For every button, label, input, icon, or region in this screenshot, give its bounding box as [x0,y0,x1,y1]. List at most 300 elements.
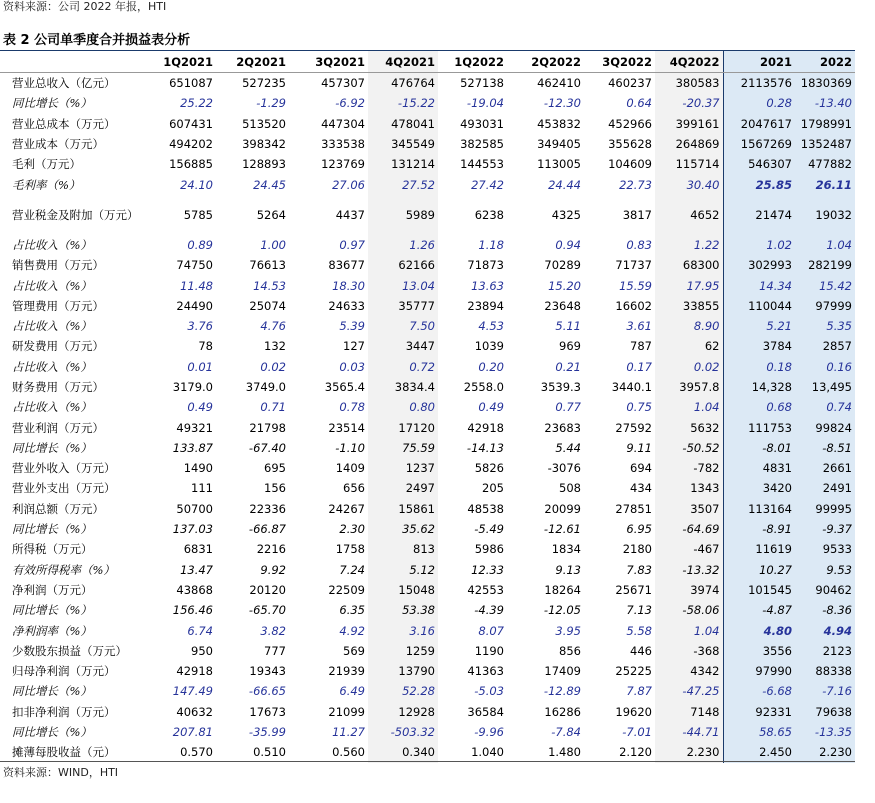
row-label: 占比收入（%） [12,278,92,293]
table-cell: 131214 [368,154,438,174]
table-cell: 75.59 [368,438,438,458]
table-cell: 71737 [615,258,652,273]
table-cell: 18.30 [332,278,365,293]
table-cell: 13.04 [368,275,438,295]
row-label: 利润总额（万元） [12,501,104,516]
table-cell: 71873 [467,258,504,273]
table-cell: 813 [368,539,438,559]
table-cell: 52.28 [368,681,438,701]
table-cell: 99824 [795,417,855,437]
table-cell: 11.27 [332,725,365,740]
row-label: 财务费用（万元） [12,380,104,394]
table-cell: 42553 [467,582,504,597]
table-cell: 19343 [249,664,286,679]
table-row [0,539,855,559]
table-cell: 16286 [544,704,581,719]
table-row [0,296,855,316]
table-cell: 1.02 [723,235,795,255]
table-cell: 0.510 [253,745,286,760]
table-cell: 6.49 [339,684,365,699]
table-cell: 156.46 [172,603,213,618]
table-cell: 1.04 [655,397,723,417]
table-cell: 5986 [474,542,504,557]
table-cell: 21939 [328,664,365,679]
table-cell: 457307 [321,76,365,91]
table-cell: 333538 [321,137,365,152]
row-label: 营业税金及附加（万元） [12,207,139,222]
table-cell: 3447 [368,336,438,356]
table-cell: 12.33 [471,562,504,577]
table-cell: 2216 [256,542,286,557]
table-cell: 1.040 [471,745,504,760]
row-label: 毛利（万元） [12,157,81,172]
table-cell: 14,328 [723,377,795,397]
table-cell: 527235 [242,76,286,91]
table-cell: 24.10 [180,177,213,192]
table-cell: 0.78 [339,400,365,415]
table-cell: 651087 [169,76,213,91]
table-cell: 1.480 [548,745,581,760]
table-cell: 460237 [608,76,652,91]
table-cell: 115714 [655,154,723,174]
table-cell: 1352487 [795,134,855,154]
table-cell: 205 [482,481,504,496]
table-row [0,742,855,762]
table-cell: -4.39 [474,603,504,618]
table-cell: 476764 [368,73,438,94]
table-cell: -9.96 [474,725,504,740]
table-cell: 1490 [183,461,213,476]
table-cell: 2047617 [723,114,795,134]
table-cell: -12.05 [543,603,581,618]
table-cell: 68300 [655,255,723,275]
row-label: 毛利率（%） [12,177,81,192]
table-cell: -467 [655,539,723,559]
table-cell: 22509 [328,582,365,597]
header-cell [0,51,152,73]
table-cell: 48538 [467,501,504,516]
table-cell: 25.85 [723,174,795,194]
table-cell: 3957.8 [655,377,723,397]
table-cell: 7.24 [339,562,365,577]
table-cell: 110044 [723,296,795,316]
table-cell: 70289 [544,258,581,273]
header-row [0,51,855,73]
table-cell: 0.83 [626,237,652,252]
table-cell: -58.06 [655,600,723,620]
table-cell: 42918 [176,664,213,679]
table-cell: 53.38 [368,600,438,620]
table-cell: 1.04 [795,235,855,255]
table-cell: 25.22 [180,96,213,111]
table-cell: -67.40 [248,440,286,455]
table-cell: 0.18 [723,357,795,377]
header-cell: 2Q2021 [216,51,289,73]
table-cell: 133.87 [172,440,213,455]
table-cell: 6.95 [626,522,652,537]
table-cell: 128893 [242,157,286,172]
table-cell: 5.11 [555,319,581,334]
row-label: 所得税（万元） [12,542,93,557]
table-cell: 40632 [176,704,213,719]
table-cell: 13.63 [471,278,504,293]
table-row [0,275,855,295]
table-cell: 3.76 [187,319,213,334]
table-row [0,519,855,539]
table-cell: 20120 [249,582,286,597]
table-cell: 62166 [368,255,438,275]
table-cell: 0.28 [723,93,795,113]
row-label: 管理费用（万元） [12,298,104,313]
table-cell: 35.62 [368,519,438,539]
table-cell: 2497 [368,478,438,498]
table-cell: 9533 [795,539,855,559]
table-cell: 5826 [474,461,504,476]
table-cell: 10.27 [723,560,795,580]
table-cell: 950 [191,643,213,658]
table-cell: -19.04 [466,96,504,111]
table-cell: 508 [559,481,581,496]
row-label: 同比增长（%） [12,603,92,618]
row-label: 销售费用（万元） [12,258,104,273]
table-cell: 1.00 [260,237,286,252]
table-cell: 17673 [249,704,286,719]
table-cell: 4.80 [723,620,795,640]
table-row [0,114,855,134]
table-cell: -14.13 [466,440,504,455]
table-cell: 11619 [723,539,795,559]
table-cell: 6.35 [339,603,365,618]
table-cell: 3179.0 [172,380,213,394]
table-cell: -7.84 [551,725,581,740]
table-cell: 12928 [368,702,438,722]
table-cell: -13.32 [655,560,723,580]
table-cell: 3556 [723,641,795,661]
table-cell: 1237 [368,458,438,478]
row-label: 归母净利润（万元） [12,664,116,679]
table-cell: 1.18 [478,237,504,252]
table-cell: 3420 [723,478,795,498]
table-cell: -1.29 [256,96,286,111]
table-cell: 111 [191,481,213,496]
table-row [0,600,855,620]
table-cell: 2491 [795,478,855,498]
row-label: 营业外收入（万元） [12,461,116,476]
table-cell: 7.87 [626,684,652,699]
table-cell: 13.47 [180,562,213,577]
table-cell: 380583 [655,73,723,94]
table-cell: 22336 [249,501,286,516]
table-row [0,641,855,661]
row-label: 同比增长（%） [12,725,92,740]
table-cell: 123769 [321,157,365,172]
table-cell: -1.10 [335,440,365,455]
table-cell: 2661 [795,458,855,478]
table-row [0,174,855,194]
table-cell: -44.71 [655,722,723,742]
table-cell: 43868 [176,582,213,597]
table-cell: 3.82 [260,623,286,638]
table-cell: 3440.1 [611,380,652,394]
table-cell: 0.80 [368,397,438,417]
table-cell: 447304 [321,116,365,131]
table-cell: 127 [343,339,365,354]
table-cell: 0.17 [626,359,652,374]
table-row [0,458,855,478]
table-cell: 5264 [256,207,286,222]
header-cell: 3Q2021 [289,51,368,73]
table-row [0,73,855,94]
table-cell: -66.65 [248,684,286,699]
table-cell: 0.02 [260,359,286,374]
table-cell: 398342 [242,137,286,152]
row-label: 同比增长（%） [12,684,92,699]
table-cell: 2.230 [795,742,855,762]
table-cell: 513520 [242,116,286,131]
table-cell: 21099 [328,704,365,719]
table-cell: -13.40 [795,93,855,113]
table-cell: 4.53 [478,319,504,334]
table-cell: -66.87 [248,522,286,537]
table-cell: 144553 [460,157,504,172]
table-cell: 13790 [368,661,438,681]
table-cell: 0.20 [478,359,504,374]
table-cell: -6.68 [723,681,795,701]
table-cell: 2123 [795,641,855,661]
table-cell: 25074 [249,298,286,313]
header-cell: 3Q2022 [584,51,655,73]
table-cell: 5785 [183,207,213,222]
table-cell: 30.40 [655,174,723,194]
table-cell: 4325 [551,207,581,222]
table-cell: 15.20 [548,278,581,293]
table-cell: 7.50 [368,316,438,336]
row-label: 占比收入（%） [12,359,92,374]
table-cell: 111753 [723,417,795,437]
table-cell: 0.03 [339,359,365,374]
table-cell: -6.92 [335,96,365,111]
table-cell: 83677 [328,258,365,273]
table-cell: -9.37 [795,519,855,539]
table-cell: 50700 [176,501,213,516]
table-cell: 11.48 [180,278,213,293]
bottom-divider [0,761,855,762]
table-row [0,255,855,275]
table-cell: 569 [343,643,365,658]
table-cell: 6238 [474,207,504,222]
table-cell: 3539.3 [540,380,581,394]
table-row [0,702,855,722]
table-cell: -47.25 [655,681,723,701]
table-cell: 17.95 [655,275,723,295]
table-cell: 777 [264,643,286,658]
table-cell: -8.01 [723,438,795,458]
table-cell: -65.70 [248,603,286,618]
table-cell: 7.13 [626,603,652,618]
table-cell: 3974 [655,580,723,600]
table-cell: 0.77 [555,400,581,415]
table-cell: 17409 [544,664,581,679]
table-cell: 99995 [795,499,855,519]
table-cell: -8.91 [723,519,795,539]
table-cell: 2.450 [723,742,795,762]
table-cell: 527138 [460,76,504,91]
table-cell: 3834.4 [368,377,438,397]
table-cell: 137.03 [172,522,213,537]
row-label: 净利润（万元） [12,582,93,597]
table-cell: 4.92 [339,623,365,638]
header-cell: 2022 [795,51,855,73]
table-cell: 23514 [328,420,365,435]
table-cell: 15048 [368,580,438,600]
table-cell: 2.120 [619,745,652,760]
table-cell: 4342 [655,661,723,681]
header-cell: 1Q2021 [152,51,216,73]
table-cell: 0.01 [187,359,213,374]
table-cell: 97990 [723,661,795,681]
table-row [0,580,855,600]
table-cell: 694 [630,461,652,476]
table-cell: 24.44 [548,177,581,192]
table-cell: 453832 [537,116,581,131]
table-cell: 546307 [723,154,795,174]
row-label: 占比收入（%） [12,319,92,334]
table-cell: 41363 [467,664,504,679]
table-cell: 1409 [335,461,365,476]
row-label: 同比增长（%） [12,522,92,537]
table-cell: 4652 [655,195,723,235]
table-cell: 19032 [795,195,855,235]
table-cell: 0.71 [260,400,286,415]
table-cell: 6.74 [187,623,213,638]
table-cell: 1834 [551,542,581,557]
table-cell: -782 [655,458,723,478]
table-cell: 355628 [608,137,652,152]
table-row [0,357,855,377]
table-row [0,397,855,417]
table-cell: 27.52 [368,174,438,194]
table-cell: 15.59 [619,278,652,293]
table-cell: -7.16 [795,681,855,701]
row-label: 营业利润（万元） [12,420,104,435]
header-cell: 2021 [723,51,795,73]
table-cell: 15.42 [795,275,855,295]
table-cell: 25225 [615,664,652,679]
table-cell: 2113576 [723,73,795,94]
row-label: 摊薄每股收益（元） [12,745,116,760]
table-cell: 20099 [544,501,581,516]
table-row [0,316,855,336]
table-cell: 5632 [655,417,723,437]
table-cell: 24633 [328,298,365,313]
table-cell: 264869 [655,134,723,154]
table-row [0,438,855,458]
table-cell: -5.03 [474,684,504,699]
table-cell: 147.49 [172,684,213,699]
table-title: 表 2 公司单季度合并损益表分析 [3,33,191,48]
table-cell: 92331 [723,702,795,722]
header-cell: 1Q2022 [438,51,507,73]
table-cell: 477882 [795,154,855,174]
table-cell: 0.68 [723,397,795,417]
row-label: 有效所得税率（%） [12,562,115,577]
table-row [0,93,855,113]
table-cell: 4.76 [260,319,286,334]
table-cell: 88338 [795,661,855,681]
bottom-source-note: 资料来源：WIND，HTI [3,766,119,779]
table-cell: 17120 [368,417,438,437]
row-label: 营业总收入（亿元） [12,76,116,91]
table-cell: -12.89 [543,684,581,699]
table-cell: 3565.4 [324,380,365,394]
table-cell: -20.37 [655,93,723,113]
row-label: 营业成本（万元） [12,137,104,152]
table-cell: 3817 [622,207,652,222]
table-cell: 5.21 [723,316,795,336]
table-cell: 13,495 [795,377,855,397]
table-cell: 856 [559,643,581,658]
table-cell: 969 [559,339,581,354]
table-cell: 0.75 [626,400,652,415]
table-cell: 2.30 [339,522,365,537]
table-row [0,681,855,701]
table-cell: -35.99 [248,725,286,740]
table-cell: 9.92 [260,562,286,577]
table-cell: -12.61 [543,522,581,537]
header-cell: 2Q2022 [507,51,584,73]
table-cell: 1.04 [655,620,723,640]
table-cell: 21798 [249,420,286,435]
table-row [0,478,855,498]
row-label: 扣非净利润（万元） [12,704,116,719]
table-cell: 6831 [183,542,213,557]
table-cell: 345549 [368,134,438,154]
row-label: 同比增长（%） [12,96,92,111]
table-cell: 1.26 [368,235,438,255]
table-cell: 1.22 [655,235,723,255]
table-cell: 4.94 [795,620,855,640]
table-cell: 79638 [795,702,855,722]
table-cell: -7.01 [622,725,652,740]
table-cell: 9.11 [626,440,652,455]
table-cell: 1343 [655,478,723,498]
table-row [0,661,855,681]
table-cell: 8.07 [478,623,504,638]
header-cell: 4Q2022 [655,51,723,73]
table-cell: 1039 [474,339,504,354]
table-cell: 434 [630,481,652,496]
table-cell: 15861 [368,499,438,519]
table-cell: 0.16 [795,357,855,377]
table-cell: 302993 [723,255,795,275]
table-cell: -8.36 [795,600,855,620]
table-cell: 18264 [544,582,581,597]
table-cell: 0.94 [555,237,581,252]
table-cell: 21474 [723,195,795,235]
table-cell: 7.83 [626,562,652,577]
table-cell: 0.89 [187,237,213,252]
table-cell: 3749.0 [245,380,286,394]
table-cell: -50.52 [655,438,723,458]
row-label: 占比收入（%） [12,400,92,415]
table-cell: 0.49 [478,400,504,415]
table-cell: 349405 [537,137,581,152]
table-cell: 23683 [544,420,581,435]
table-cell: 113005 [537,157,581,172]
table-cell: 2558.0 [463,380,504,394]
table-cell: 156 [264,481,286,496]
table-cell: 24490 [176,298,213,313]
